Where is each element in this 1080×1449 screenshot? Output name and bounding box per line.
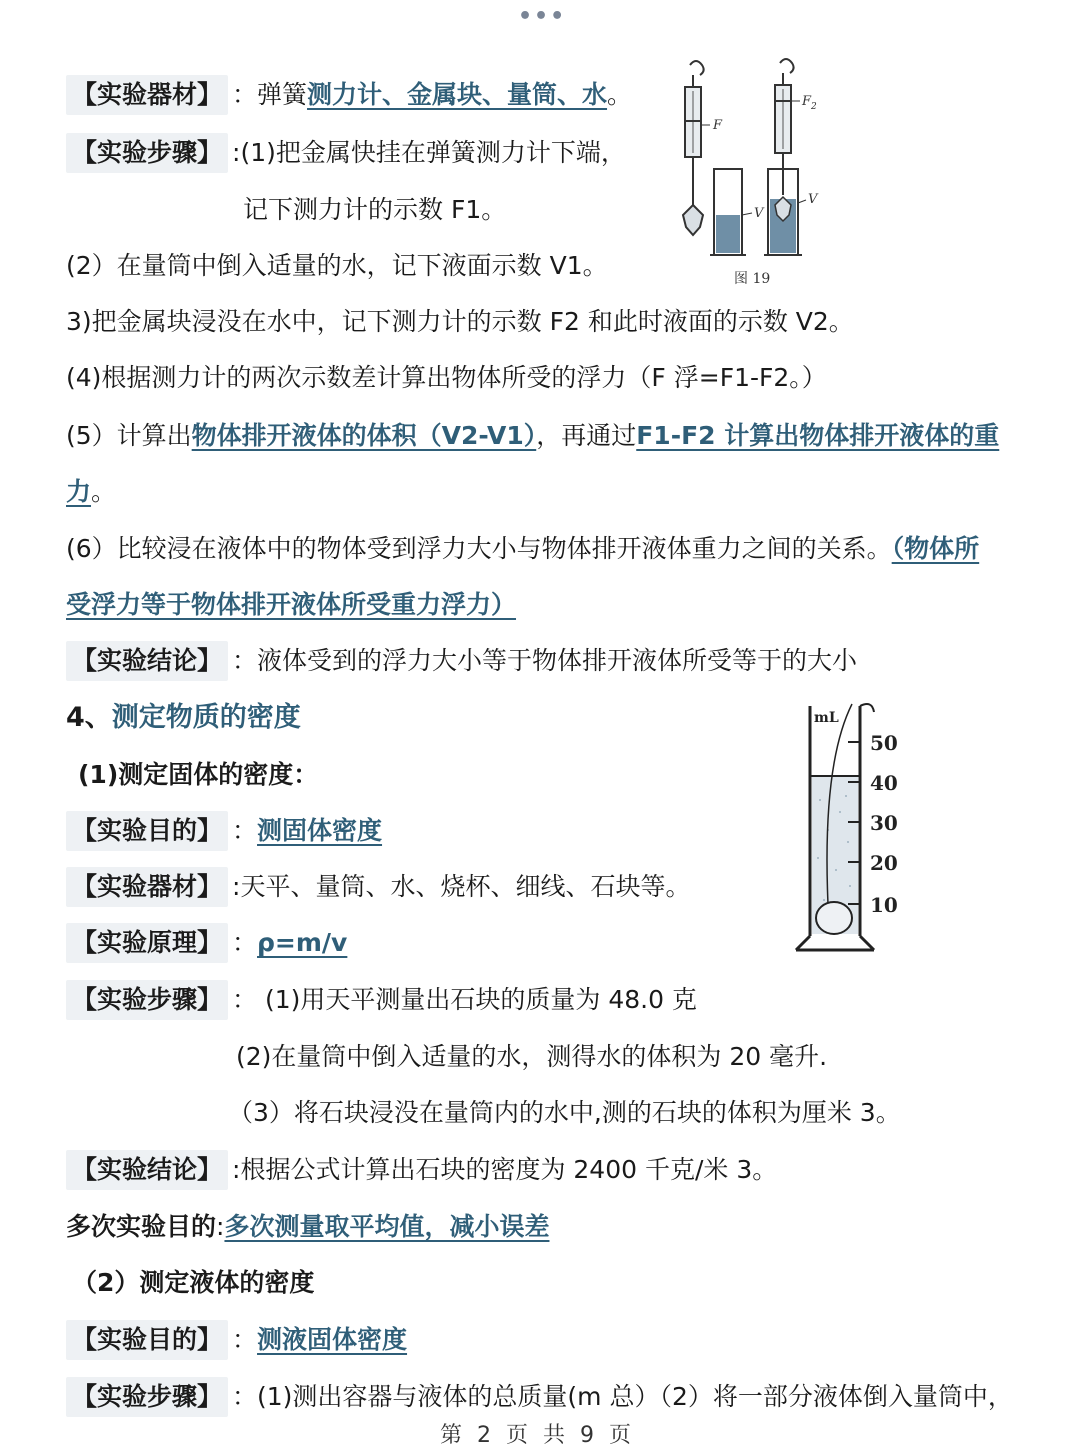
label-F: F — [713, 118, 723, 133]
conclusion-line: 【实验结论】 ：液体受到的浮力大小等于物体排开液体所受等于的大小 — [66, 641, 857, 681]
purpose2-line: 【实验目的】 ：测液固体密度 — [66, 1320, 407, 1360]
cylinder-tick-label: 20 — [870, 851, 898, 875]
label-V2: V — [808, 192, 818, 207]
figure-19-spring-scale — [660, 55, 830, 290]
sub-heading-liquid: （2）测定液体的密度 — [72, 1268, 315, 1297]
cylinder-unit: mL — [814, 710, 839, 726]
tag-conclusion: 【实验结论】 — [66, 641, 228, 681]
steps2-line-2: (2)在量筒中倒入适量的水，测得水的体积为 20 毫升. — [236, 1042, 828, 1071]
cylinder-tick-label: 40 — [870, 771, 898, 795]
conclusion2-line: 【实验结论】 :根据公式计算出石块的密度为 2400 千克/米 3。 — [66, 1150, 777, 1190]
step-2: (2）在量筒中倒入适量的水，记下液面示数 V1。 — [66, 251, 608, 280]
step-3: 3)把金属块浸没在水中，记下测力计的示数 F2 和此时液面的示数 V2。 — [66, 307, 854, 336]
principle-line: 【实验原理】 ：ρ=m/v — [66, 923, 347, 963]
steps2-line-1: 【实验步骤】 ： (1)用天平测量出石块的质量为 48.0 克 — [66, 980, 697, 1020]
page-footer: 第 2 页 共 9 页 — [440, 1423, 635, 1448]
steps-line-1b: 记下测力计的示数 F1。 — [243, 195, 507, 224]
label-V1: V — [754, 206, 764, 221]
step-6-highlight-1: （物体所 — [891, 534, 980, 563]
tag-steps: 【实验步骤】 — [66, 133, 228, 173]
section-heading: 4、测定物质的密度 — [66, 702, 301, 733]
materials-line: 【实验器材】 ：弹簧测力计、金属块、量筒、水。 — [66, 75, 632, 115]
step-5-highlight-1: 物体排开液体的体积（V2-V1） — [191, 421, 537, 450]
step-6-cont — [66, 585, 516, 625]
cylinder-tick-label: 50 — [870, 731, 898, 755]
tag-materials: 【实验器材】 — [66, 75, 228, 115]
purpose-line: 【实验目的】 ：测固体密度 — [66, 811, 382, 851]
graduated-cylinder-figure — [790, 700, 920, 965]
step-5: (5）计算出物体排开液体的体积（V2-V1），再通过F1-F2 计算出物体排开液体的重 — [66, 421, 1000, 450]
steps3-line: 【实验步骤】 ：(1)测出容器与液体的总质量(m 总）（2）将一部分液体倒入量筒中， — [66, 1377, 1013, 1417]
materials-highlight: 测力计、金属块、量筒、水 — [307, 80, 608, 109]
step-4: (4)根据测力计的两次示数差计算出物体所受的浮力（F 浮=F1-F2。） — [66, 363, 827, 392]
multi-purpose-line: 多次实验目的:多次测量取平均值，减小误差 — [66, 1212, 550, 1241]
cylinder-tick-label: 10 — [870, 893, 898, 917]
step-6: (6）比较浸在液体中的物体受到浮力大小与物体排开液体重力之间的关系。（物体所 — [66, 534, 980, 563]
top-bar — [0, 0, 1080, 34]
step-6-highlight-2: 受浮力等于物体排开液体所受重力浮力） — [66, 590, 517, 619]
more-options-icon[interactable]: ••• — [518, 4, 567, 29]
step-5-highlight-2: F1-F2 计算出物体排开液体的重 — [636, 421, 1000, 450]
figure-caption: 图 19 — [734, 271, 771, 287]
steps-line-1: 【实验步骤】 :(1)把金属快挂在弹簧测力计下端， — [66, 133, 626, 173]
materials2-line: 【实验器材】 :天平、量筒、水、烧杯、细线、石块等。 — [66, 867, 690, 907]
steps2-line-3: （3）将石块浸没在量筒内的水中,测的石块的体积为厘米 3。 — [228, 1098, 901, 1127]
label-F2: $F_2$ — [802, 94, 817, 112]
sub-heading-solid: (1)测定固体的密度： — [78, 760, 319, 789]
step-5-cont: 力。 — [66, 477, 117, 506]
cylinder-tick-label: 30 — [870, 811, 898, 835]
